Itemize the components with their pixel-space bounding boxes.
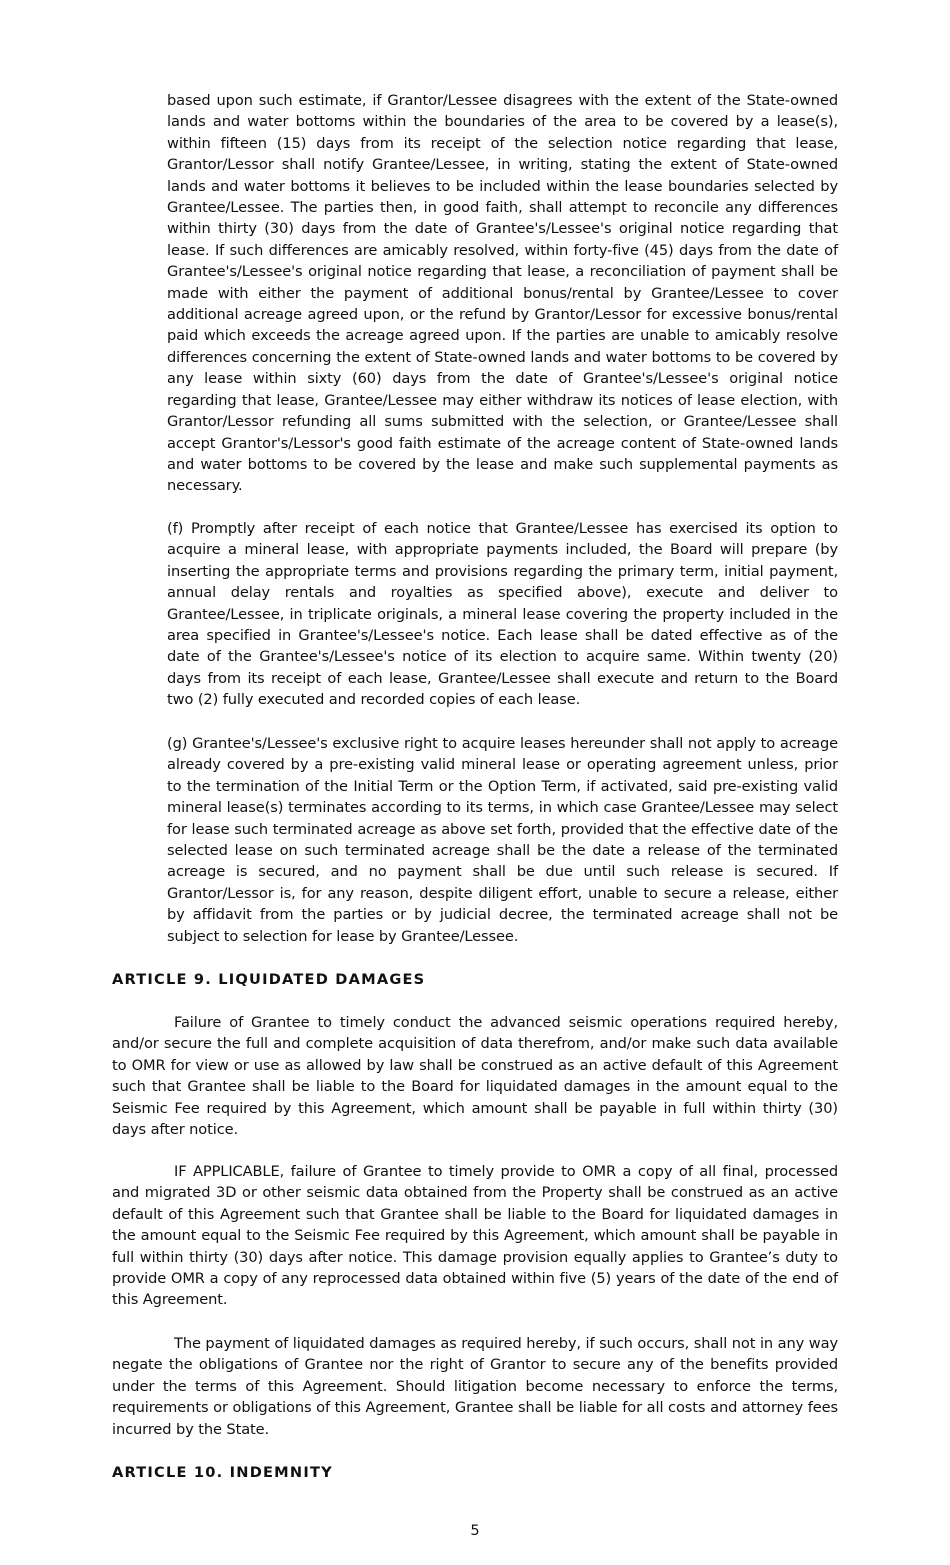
article-9-heading: ARTICLE 9. LIQUIDATED DAMAGES bbox=[112, 971, 426, 988]
article-9-paragraph-2: IF APPLICABLE, failure of Grantee to timely provide to OMR a copy of all final, processed and migrated 3D or other seismic data obtained from the Property shall be construed as an active default of this Agreement such that Grantee shall be liable to the Board for liquidated damages in the amount equal to the Seismic Fee required by this Agreement, which amount shall be payable in full within thirty (30) days after notice. This damage provision equally applies to Grantee’s duty to provide OMR a copy of any reprocessed data obtained within five (5) years of the date of the end of this Agreement. bbox=[112, 1163, 838, 1309]
article-9-paragraph-3: The payment of liquidated damages as required hereby, if such occurs, shall not in any way negate the obligations of Grantee nor the right of Grantor to secure any of the benefits provided under the terms of this Agreement. Should litigation become necessary to enforce the terms, requirements or obligations of this Agreement, Grantee shall be liable for all costs and attorney fees incurred by the State. bbox=[112, 1335, 838, 1438]
paragraph-e-continuation: based upon such estimate, if Grantor/Lessee disagrees with the extent of the State-owned lands and water bottoms within the boundaries of the area to be covered by a lease(s), within fifteen (15) days from its receipt of the selection notice regarding that lease, Grantor/Lessor shall notify Grantee/Lessee, in writing, stating the extent of State-owned lands and water bottoms it believes to be included within the lease boundaries selected by Grantee/Lessee. The parties then, in good faith, shall attempt to reconcile any differences within thirty (30) days from the date of Grantee's/Lessee's original notice regarding that lease. If such differences are amicably resolved, within forty-five (45) days from the date of Grantee's/Lessee's original notice regarding that lease, a reconciliation of payment shall be made with either the payment of additional bonus/rental by Grantee/Lessee to cover additional acreage agreed upon, or the refund by Grantor/Lessor for excessive bonus/rental paid which exceeds the acreage agreed upon. If the parties are unable to amicably resolve differences concerning the extent of State-owned lands and water bottoms to be covered by any lease within sixty (60) days from the date of Grantee's/Lessee's original notice regarding that lease, Grantee/Lessee may either withdraw its notices of lease election, with Grantor/Lessor refunding all sums submitted with the selection, or Grantee/Lessee shall accept Grantor's/Lessor's good faith estimate of the acreage content of State-owned lands and water bottoms to be covered by the lease and make such supplemental payments as necessary. bbox=[167, 92, 838, 495]
article-9-paragraph-1: Failure of Grantee to timely conduct the advanced seismic operations required hereby, and/or secure the full and complete acquisition of data therefrom, and/or make such data available to OMR for view or use as allowed by law shall be construed as an active default of this Agreement such that Grantee shall be liable to the Board for liquidated damages in the amount equal to the Seismic Fee required by this Agreement, which amount shall be payable in full within thirty (30) days after notice. bbox=[112, 1014, 838, 1139]
paragraph-f: (f) Promptly after receipt of each notice that Grantee/Lessee has exercised its option to acquire a mineral lease, with appropriate payments included, the Board will prepare (by inserting the appropriate terms and provisions regarding the primary term, initial payment, annual delay rentals and royalties as specified above), execute and deliver to Grantee/Lessee, in triplicate originals, a mineral lease covering the property included in the area specified in Grantee's/Lessee's notice. Each lease shall be dated effective as of the date of the Grantee's/Lessee's notice of its election to acquire same. Within twenty (20) days from its receipt of each lease, Grantee/Lessee shall execute and return to the Board two (2) fully executed and recorded copies of each lease. bbox=[167, 520, 838, 709]
article-10-heading: ARTICLE 10. INDEMNITY bbox=[112, 1464, 333, 1481]
page-number: 5 bbox=[470, 1522, 480, 1539]
paragraph-g: (g) Grantee's/Lessee's exclusive right to acquire leases hereunder shall not apply to acreage already covered by a pre-existing valid mineral lease or operating agreement unless, prior to the termination of the Initial Term or the Option Term, if activated, said pre-existing valid mineral lease(s) terminates according to its terms, in which case Grantee/Lessee may select for lease such terminated acreage as above set forth, provided that the effective date of the selected lease on such terminated acreage shall be the date a release of the terminated acreage is secured, and no payment shall be due until such release is secured. If Grantor/Lessor is, for any reason, despite diligent effort, unable to secure a release, either by affidavit from the parties or by judicial decree, the terminated acreage shall not be subject to selection for lease by Grantee/Lessee. bbox=[167, 735, 838, 945]
